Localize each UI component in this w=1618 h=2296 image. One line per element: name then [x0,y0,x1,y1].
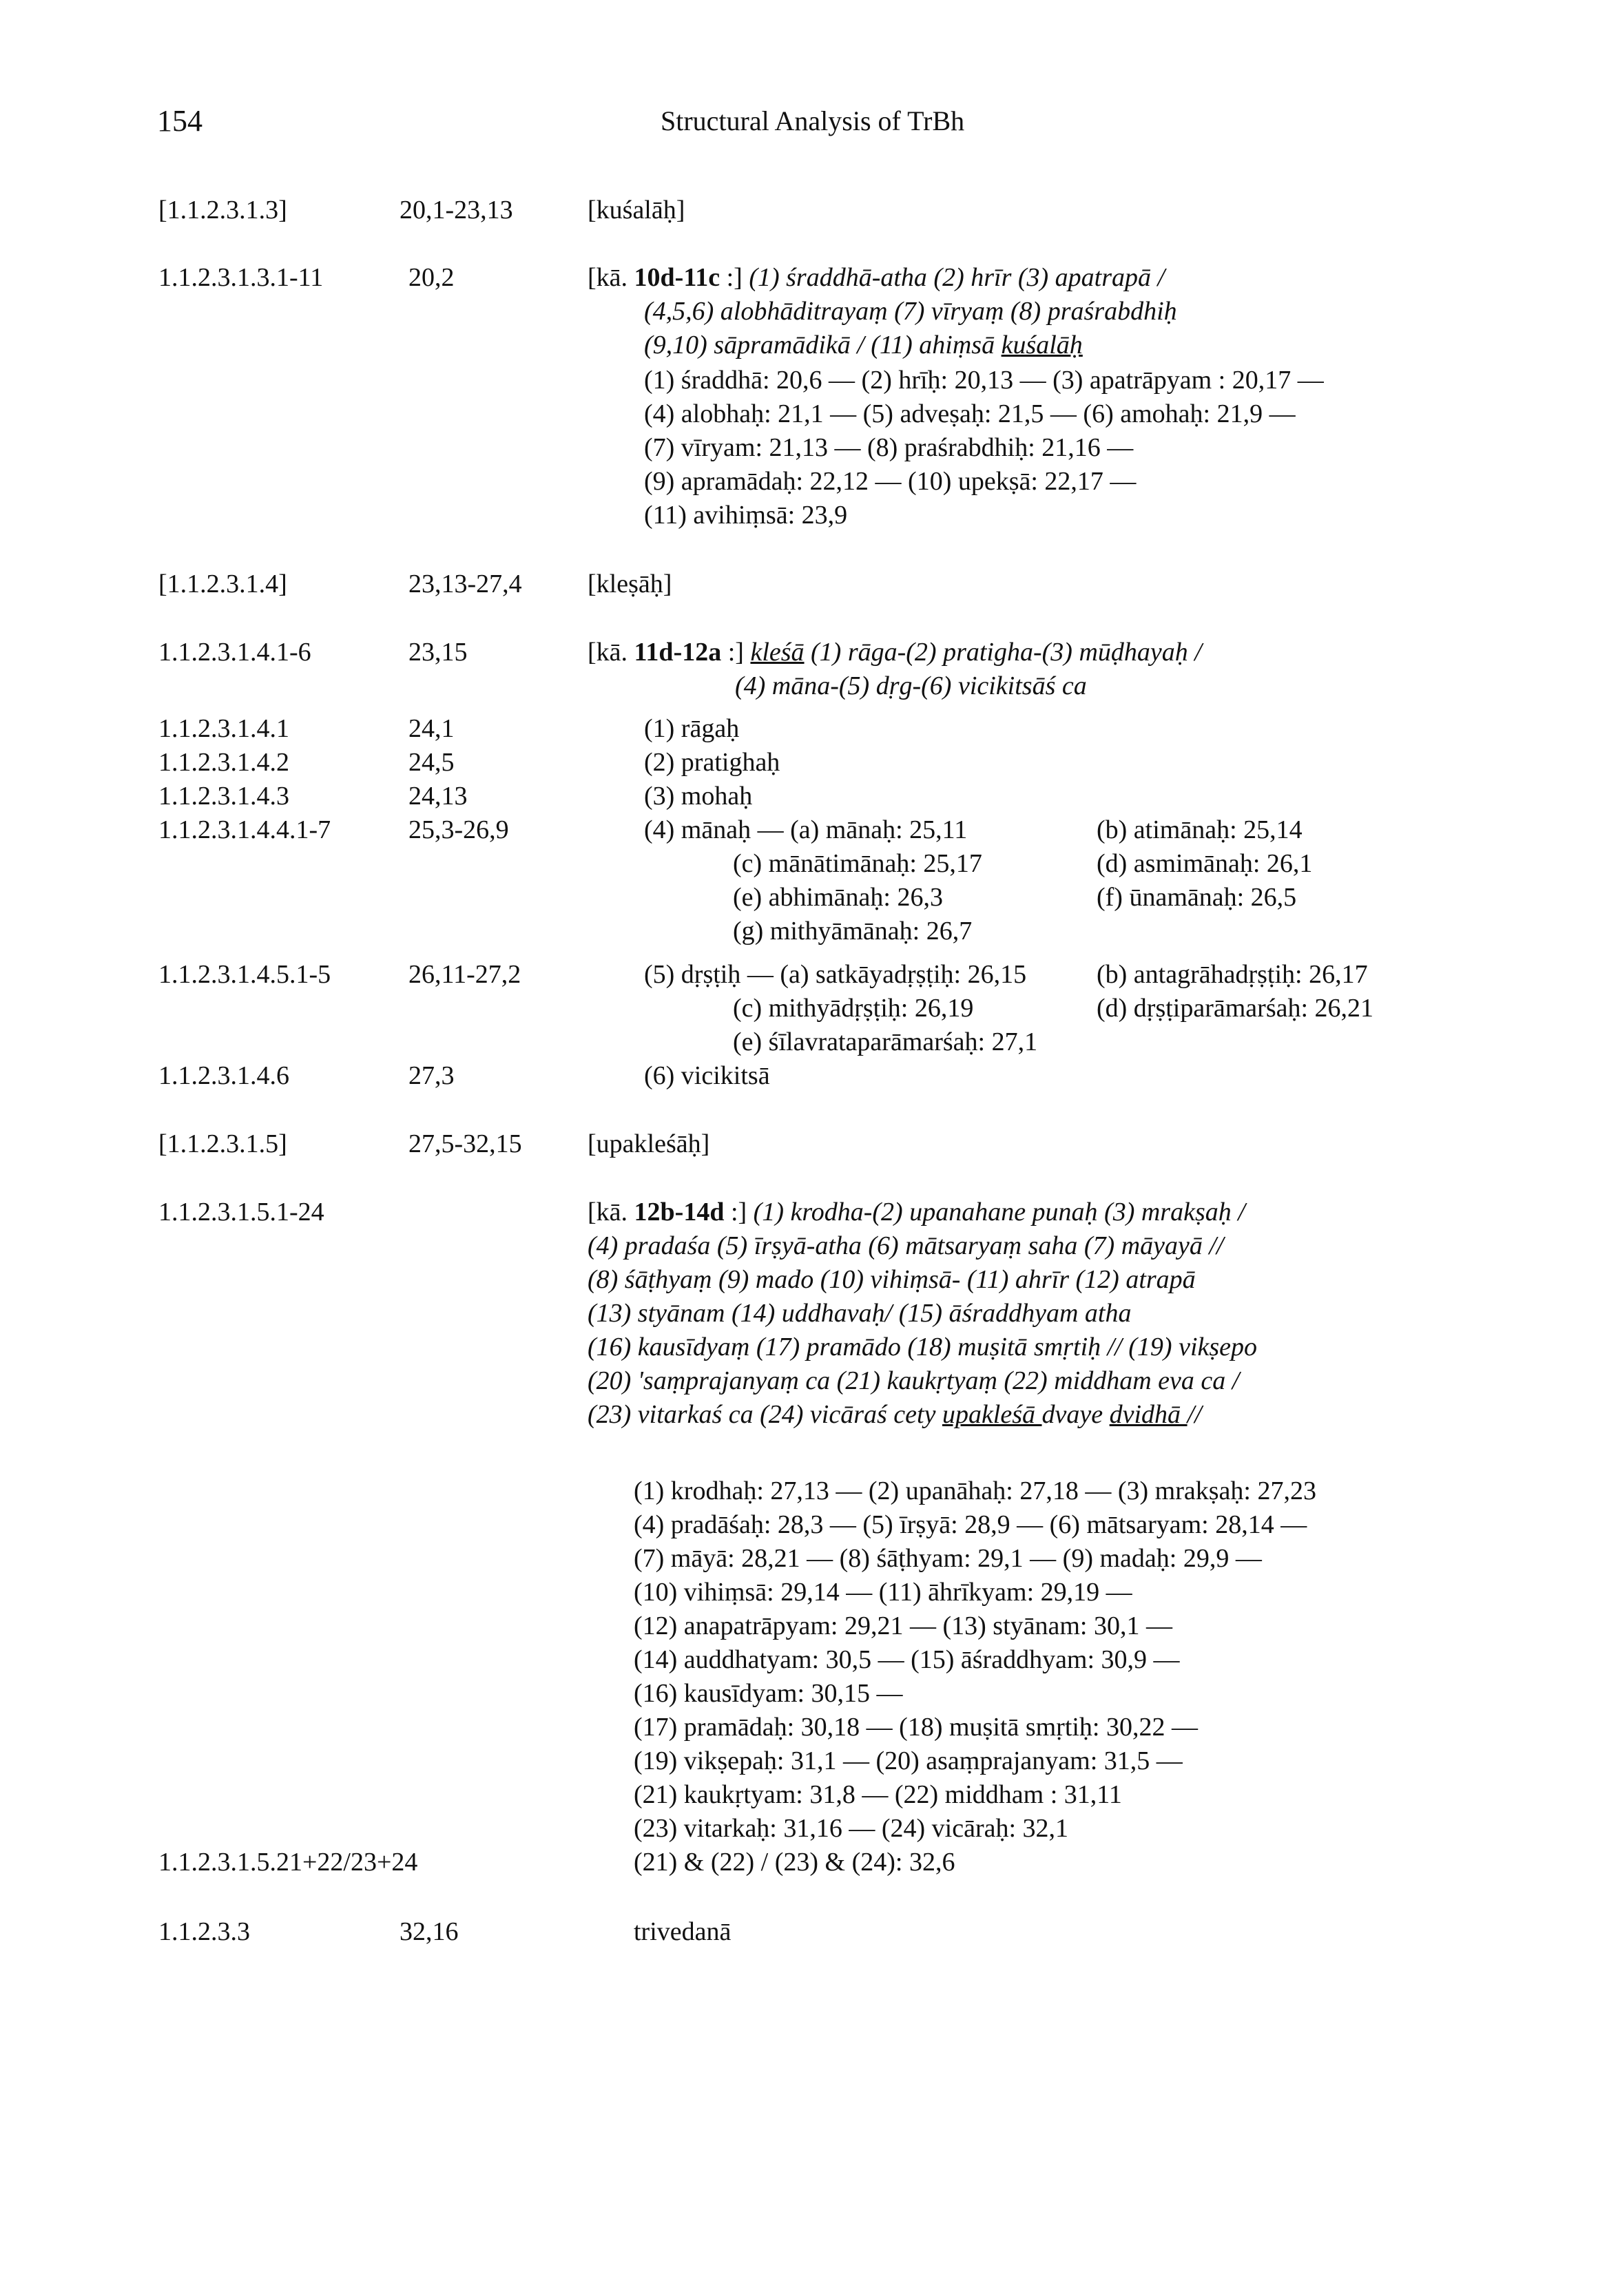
text-line: 20,2 [408,263,455,292]
text-line: 1.1.2.3.3 [158,1917,250,1946]
text-line: (g) mithyāmānaḥ: 26,7 [733,917,973,946]
text-line: (9) apramādaḥ: 22,12 — (10) upekṣā: 22,17 — [644,467,1137,496]
text-line: 26,11-27,2 [408,960,521,989]
text-segment: upakleśā [942,1400,1042,1429]
text-line: 27,5-32,15 [408,1129,522,1158]
text-line: 1.1.2.3.1.4.6 [158,1061,289,1090]
text-segment: dvidhā [1109,1400,1187,1429]
text-line: (20) 'saṃprajanyaṃ ca (21) kaukṛtyaṃ (22) middham eva ca / [588,1366,1240,1395]
text-line: 1.1.2.3.1.4.1 [158,714,289,743]
text-line: 24,5 [408,748,455,777]
page-number: 154 [157,104,203,138]
text-line: 1.1.2.3.1.4.5.1-5 [158,960,331,989]
text-line: (b) atimānaḥ: 25,14 [1097,815,1303,844]
text-line: [1.1.2.3.1.5] [158,1129,287,1158]
text-line: (1) krodhaḥ: 27,13 — (2) upanāhaḥ: 27,18 — (3) mrakṣaḥ: 27,23 [634,1476,1316,1505]
text-line: [1.1.2.3.1.3] [158,196,287,225]
text-line: 1.1.2.3.1.3.1-11 [158,263,324,292]
text-line: 1.1.2.3.1.5.21+22/23+24 [158,1848,418,1877]
text-line: (7) vīryam: 21,13 — (8) praśrabdhiḥ: 21,16 — [644,433,1134,462]
text-line: (21) & (22) / (23) & (24): 32,6 [634,1848,955,1877]
text-line: (23) vitarkaḥ: 31,16 — (24) vicāraḥ: 32,1 [634,1814,1069,1843]
text-line: 23,13-27,4 [408,570,522,598]
text-line: 1.1.2.3.1.4.1-6 [158,638,311,667]
text-segment: dvaye [1041,1400,1110,1429]
text-line: [kleṣāḥ] [588,570,672,598]
text-line: 24,13 [408,782,468,811]
text-segment: // [1187,1400,1202,1429]
text-line: (2) pratighaḥ [644,748,780,777]
text-line: 32,16 [400,1917,459,1946]
text-line: 1.1.2.3.1.4.4.1-7 [158,815,331,844]
text-line: 24,1 [408,714,455,743]
text-line [588,1199,1245,1225]
text-line: [kuśalāḥ] [588,196,685,225]
text-line: (13) styānam (14) uddhavaḥ/ (15) āśraddhyam atha [588,1299,1132,1328]
text-line: (c) mithyādṛṣṭiḥ: 26,19 [733,994,974,1023]
text-segment: 12b-14d [634,1198,725,1227]
text-line: [1.1.2.3.1.4] [158,570,287,598]
text-line: (17) pramādaḥ: 30,18 — (18) muṣitā smṛtiḥ: 30,22 — [634,1713,1198,1742]
text-line: 1.1.2.3.1.4.2 [158,748,289,777]
text-line: (e) śīlavrataparāmarśaḥ: 27,1 [733,1027,1038,1056]
text-line: 20,1-23,13 [400,196,513,225]
text-line: (e) abhimānaḥ: 26,3 [733,883,943,912]
text-line: (4,5,6) alobhāditrayaṃ (7) vīryaṃ (8) praśrabdhiḥ [644,297,1177,326]
text-line: (6) vicikitsā [644,1061,770,1090]
text-line [644,332,1083,358]
text-segment: (23) vitarkaś ca (24) vicāraś cety [588,1400,942,1429]
text-line: 25,3-26,9 [408,815,509,844]
text-line: (3) mohaḥ [644,782,753,811]
text-line: trivedanā [634,1917,732,1946]
text-line [588,639,1202,665]
text-line [588,264,1165,291]
text-line: (14) auddhatyam: 30,5 — (15) āśraddhyam: 30,9 — [634,1645,1180,1674]
text-segment: (1) rāga-(2) pratigha-(3) mūḍhayaḥ / [804,638,1202,667]
text-line: (d) dṛṣṭiparāmarśaḥ: 26,21 [1097,994,1374,1023]
text-line: 27,3 [408,1061,455,1090]
text-segment: (1) śraddhā-atha (2) hrīr (3) apatrapā / [749,263,1165,292]
text-segment: kuśalāḥ [1001,331,1083,359]
text-line: (f) ūnamānaḥ: 26,5 [1097,883,1297,912]
text-line: (21) kaukṛtyam: 31,8 — (22) middham : 31,11 [634,1780,1122,1809]
text-segment: (9,10) sāpramādikā / (11) ahiṃsā [644,331,1002,359]
text-line: (8) śāṭhyaṃ (9) mado (10) vihiṃsā- (11) ahrīr (12) atrapā [588,1265,1196,1294]
text-line: (4) pradaśa (5) īrṣyā-atha (6) mātsaryaṃ saha (7) māyayā // [588,1231,1224,1260]
text-segment: 10d-11c [634,263,720,292]
text-segment: :] [724,1198,754,1227]
text-line: (7) māyā: 28,21 — (8) śāṭhyam: 29,1 — (9) madaḥ: 29,9 — [634,1544,1262,1573]
text-line: 1.1.2.3.1.4.3 [158,782,289,811]
text-line: (4) māna-(5) dṛg-(6) vicikitsāś ca [735,671,1087,700]
text-line: (11) avihiṃsā: 23,9 [644,501,848,530]
text-line: (12) anapatrāpyam: 29,21 — (13) styānam: 30,1 — [634,1611,1172,1640]
text-line: (19) vikṣepaḥ: 31,1 — (20) asaṃprajanyam: 31,5 — [634,1746,1183,1775]
running-header-title: Structural Analysis of TrBh [661,105,965,136]
text-line: 23,15 [408,638,468,667]
text-line: (10) vihiṃsā: 29,14 — (11) āhrīkyam: 29,19 — [634,1578,1132,1607]
text-segment: (1) krodha-(2) upanahane punaḥ (3) mrakṣaḥ / [753,1198,1245,1227]
text-line [588,1401,1202,1428]
text-segment: [kā. [588,638,634,667]
text-segment: 11d-12a [634,638,722,667]
text-line: (c) mānātimānaḥ: 25,17 [733,849,982,878]
text-line: (1) rāgaḥ [644,714,740,743]
text-line: (16) kausīdyaṃ (17) pramādo (18) muṣitā smṛtiḥ // (19) vikṣepo [588,1333,1258,1361]
text-line: (4) mānaḥ — (a) mānaḥ: 25,11 [644,815,968,844]
text-line: (5) dṛṣṭiḥ — (a) satkāyadṛṣṭiḥ: 26,15 [644,960,1027,989]
text-segment: :] [720,263,749,292]
text-segment: [kā. [588,263,634,292]
text-line: (16) kausīdyam: 30,15 — [634,1679,903,1708]
text-line: (b) antagrāhadṛṣṭiḥ: 26,17 [1097,960,1368,989]
text-line: 1.1.2.3.1.5.1-24 [158,1198,324,1227]
text-segment: [kā. [588,1198,634,1227]
text-line: [upakleśāḥ] [588,1129,710,1158]
text-line: (4) alobhaḥ: 21,1 — (5) adveṣaḥ: 21,5 — (6) amohaḥ: 21,9 — [644,399,1296,428]
text-segment: :] [721,638,751,667]
text-line: (1) śraddhā: 20,6 — (2) hrīḥ: 20,13 — (3) apatrāpyam : 20,17 — [644,366,1324,395]
text-segment: kleśā [750,638,805,667]
text-line: (4) pradāśaḥ: 28,3 — (5) īrṣyā: 28,9 — (6) mātsaryam: 28,14 — [634,1510,1307,1539]
text-line: (d) asmimānaḥ: 26,1 [1097,849,1313,878]
